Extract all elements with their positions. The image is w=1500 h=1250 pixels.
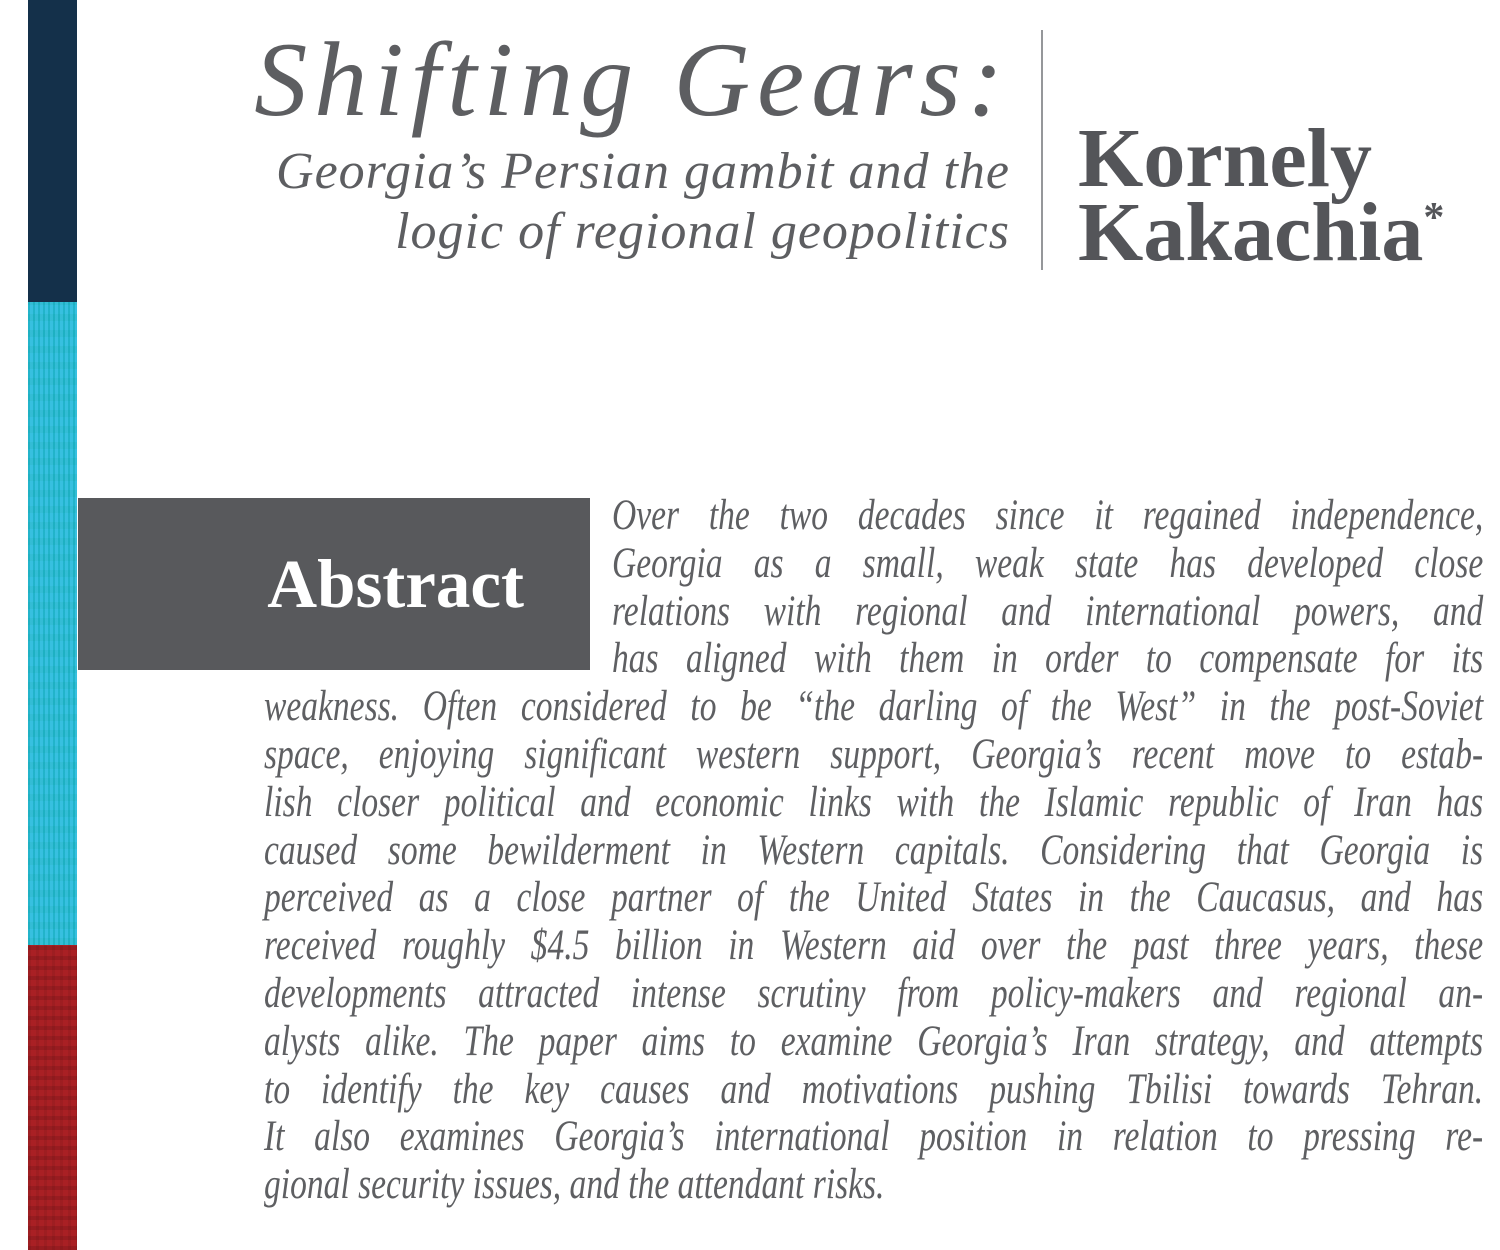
abstract-line: weakness. Often considered to be “the darling of the West” in the post-Soviet (264, 683, 1484, 731)
author-footnote-asterisk: * (1423, 195, 1445, 241)
page-subtitle-line2: logic of regional geopolitics (395, 203, 1010, 260)
abstract-line: Over the two decades since it regained independence, (612, 492, 1484, 539)
abstract-line: has aligned with them in order to compensate for its (612, 635, 1484, 683)
author-last-name-line (1078, 186, 1445, 279)
spine-cyan-bar (28, 302, 77, 945)
abstract-line: space, enjoying significant western support, Georgia’s recent move to estab- (264, 730, 1484, 778)
title-block (0, 21, 1010, 262)
abstract-line: developments attracted intense scrutiny from policy-makers and regional an- (264, 969, 1484, 1017)
abstract-line: received roughly $4.5 billion in Western aid over the past three years, these (264, 922, 1484, 970)
author-first-name: Kornely (1078, 112, 1372, 205)
abstract-heading: Abstract (267, 545, 524, 622)
abstract-line: caused some bewilderment in Western capitals. Considering that Georgia is (264, 826, 1484, 874)
spine-red-bar (28, 945, 77, 1250)
abstract-text (264, 492, 1483, 1209)
abstract-line: Georgia as a small, weak state has developed close (612, 539, 1484, 587)
title-author-divider (1041, 30, 1043, 270)
abstract-line: perceived as a close partner of the United States in the Caucasus, and has (264, 874, 1484, 922)
abstract-line: lish closer political and economic links with the Islamic republic of Iran has (264, 778, 1484, 826)
page-title: Shifting Gears: (254, 21, 1010, 138)
abstract-line: relations with regional and international powers, and (612, 587, 1484, 635)
abstract-line: to identify the key causes and motivations pushing Tbilisi towards Tehran. (264, 1065, 1484, 1113)
author-last-name: Kakachia (1078, 186, 1424, 279)
page-subtitle-line1: Georgia’s Persian gambit and the (276, 143, 1010, 200)
author-block (1078, 28, 1445, 279)
abstract-first-column (612, 492, 1483, 683)
abstract-line: gional security issues, and the attendant risks. (264, 1161, 885, 1209)
abstract-line: alysts alike. The paper aims to examine Georgia’s Iran strategy, and attempts (264, 1017, 1484, 1065)
abstract-line: It also examines Georgia’s international position in relation to pressing re- (264, 1113, 1484, 1161)
